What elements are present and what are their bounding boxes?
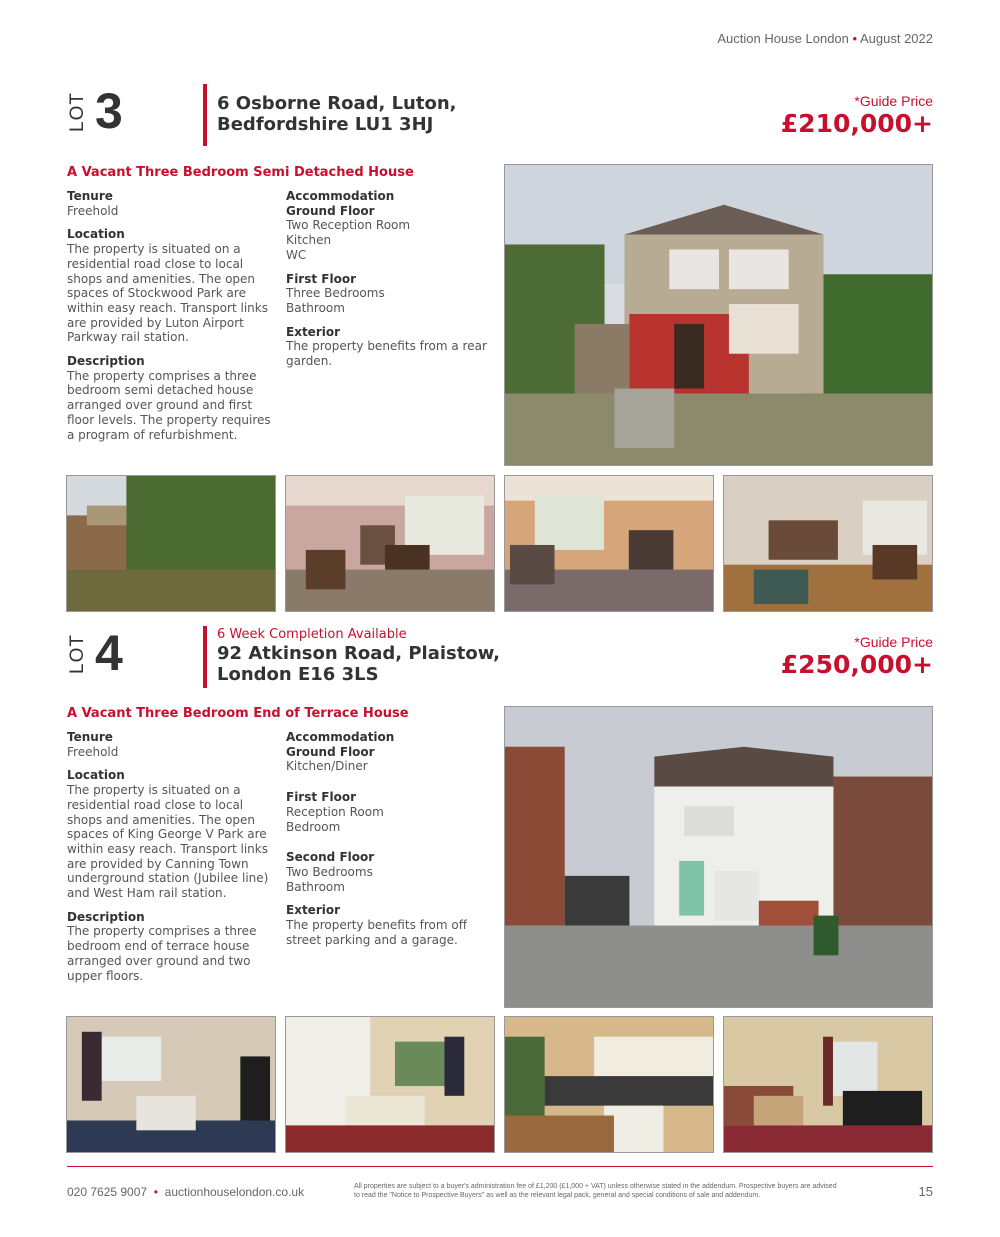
page-header bbox=[717, 31, 933, 46]
description-text: The property comprises a three bedroom end of terrace house arranged over ground and two upper floors. bbox=[67, 924, 257, 983]
lot-4-thumb-bedroom bbox=[66, 1016, 276, 1153]
lot-3-thumb-reception bbox=[285, 475, 495, 612]
first-floor-heading: First Floor bbox=[286, 790, 357, 805]
ground-floor-item: Kitchen bbox=[286, 233, 332, 248]
lot-4-right-column bbox=[286, 730, 491, 956]
description-text: The property comprises a three bedroom semi detached house arranged over ground and first floor levels. The property requires a program of refurbishment. bbox=[67, 368, 271, 442]
first-floor-item: Three Bedrooms bbox=[286, 286, 385, 301]
footer-divider bbox=[67, 1166, 933, 1167]
lot-4-main-photo bbox=[504, 706, 933, 1008]
lot-4-thumb-reception bbox=[285, 1016, 495, 1153]
address-line-2: London E16 3LS bbox=[217, 664, 379, 685]
location-heading: Location bbox=[67, 768, 125, 783]
lot-3-address bbox=[217, 93, 457, 135]
ground-floor-heading: Ground Floor bbox=[286, 744, 375, 759]
footer-separator: • bbox=[153, 1185, 158, 1199]
tenure-heading: Tenure bbox=[67, 730, 113, 744]
lot-4-thumb-living-room bbox=[723, 1016, 933, 1153]
page-number: 15 bbox=[918, 1184, 933, 1199]
location-heading: Location bbox=[67, 227, 125, 242]
second-floor-item: Two Bedrooms bbox=[286, 864, 373, 879]
footer-contact bbox=[67, 1185, 304, 1199]
tenure-heading: Tenure bbox=[67, 189, 113, 203]
exterior-heading: Exterior bbox=[286, 324, 341, 339]
lot-3-right-column bbox=[286, 189, 491, 378]
completion-badge: 6 Week Completion Available bbox=[217, 627, 407, 642]
lot-3-main-photo bbox=[504, 164, 933, 466]
second-floor-item: Bathroom bbox=[286, 879, 345, 894]
footer-disclaimer: All properties are subject to a buyer's administration fee of £1,200 (£1,000 + VAT) unless otherwise stated in the addendum. Prospective buyers are advised to read the "Notice to Prospective Buyers" as well as the relevant legal pack, general and special conditions of sale and addendum. bbox=[354, 1183, 837, 1199]
lot-4-subheading: A Vacant Three Bedroom End of Terrace House bbox=[67, 706, 409, 721]
guide-price-label: *Guide Price bbox=[854, 93, 933, 109]
lot-4-left-column bbox=[67, 730, 279, 992]
ground-floor-heading: Ground Floor bbox=[286, 203, 375, 218]
lot-label: LOT bbox=[67, 92, 88, 132]
description-heading: Description bbox=[67, 909, 145, 924]
lot-3-left-column bbox=[67, 189, 279, 451]
exterior-text: The property benefits from a rear garden. bbox=[286, 339, 487, 369]
lot-4-address bbox=[217, 643, 500, 685]
lot-3-subheading: A Vacant Three Bedroom Semi Detached House bbox=[67, 165, 414, 180]
publisher-name: Auction House London bbox=[717, 31, 849, 46]
lot-3-thumb-garden bbox=[66, 475, 276, 612]
header-separator: • bbox=[852, 31, 858, 46]
guide-price: £250,000+ bbox=[780, 650, 933, 679]
tenure-value: Freehold bbox=[67, 744, 119, 759]
lot-3-thumb-bedroom bbox=[723, 475, 933, 612]
second-floor-heading: Second Floor bbox=[286, 850, 375, 865]
exterior-heading: Exterior bbox=[286, 903, 341, 918]
issue-date: August 2022 bbox=[859, 31, 933, 46]
accommodation-heading: Accommodation bbox=[286, 189, 395, 203]
lot-4-divider bbox=[203, 626, 207, 688]
first-floor-heading: First Floor bbox=[286, 271, 357, 286]
lot-3-divider bbox=[203, 84, 207, 146]
address-line-1: 6 Osborne Road, Luton, bbox=[217, 93, 457, 114]
website-link[interactable]: auctionhouselondon.co.uk bbox=[164, 1185, 305, 1199]
ground-floor-item: Two Reception Room bbox=[286, 218, 411, 233]
address-line-1: 92 Atkinson Road, Plaistow, bbox=[217, 643, 501, 664]
ground-floor-item: WC bbox=[286, 247, 307, 262]
guide-price: £210,000+ bbox=[780, 109, 933, 138]
address-line-2: Bedfordshire LU1 3HJ bbox=[217, 114, 434, 135]
guide-price-label: *Guide Price bbox=[854, 634, 933, 650]
first-floor-item: Bedroom bbox=[286, 819, 341, 834]
description-heading: Description bbox=[67, 354, 145, 369]
accommodation-heading: Accommodation bbox=[286, 730, 395, 744]
exterior-text: The property benefits from off street parking and a garage. bbox=[286, 918, 467, 947]
phone-number[interactable]: 020 7625 9007 bbox=[67, 1185, 148, 1199]
first-floor-item: Bathroom bbox=[286, 300, 345, 315]
lot-number: 4 bbox=[95, 625, 123, 681]
first-floor-item: Reception Room bbox=[286, 804, 384, 819]
lot-4-thumb-kitchen bbox=[504, 1016, 714, 1153]
lot-label: LOT bbox=[67, 634, 88, 674]
lot-number: 3 bbox=[95, 83, 123, 139]
location-text: The property is situated on a residential road close to local shops and amenities. The open spaces of King George V Park are within easy reach. Transport links are provided by Canning Town underground station (Jubilee line) and West Ham rail station. bbox=[67, 783, 269, 901]
lot-3-thumb-living-room bbox=[504, 475, 714, 612]
tenure-value: Freehold bbox=[67, 203, 119, 218]
location-text: The property is situated on a residential road close to local shops and amenities. The open spaces of Stockwood Park are within easy reach. Transport links are provided by Luton Airport Parkway rail station. bbox=[67, 242, 268, 345]
ground-floor-item: Kitchen/Diner bbox=[286, 759, 368, 774]
